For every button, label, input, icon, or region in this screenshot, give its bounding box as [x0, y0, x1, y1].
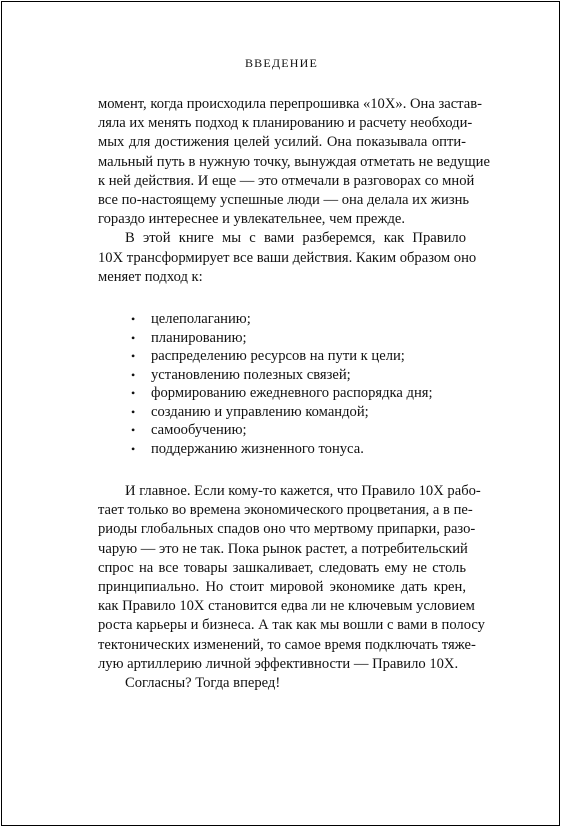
text-line: момент, когда происходила перепрошивка «10X». Она застав-	[98, 96, 482, 112]
text-line: все по-настоящему успешные люди — она делала их жизнь	[98, 192, 470, 209]
list-item-text: формированию ежедневного распорядка дня;	[151, 385, 433, 402]
bullet-list	[98, 310, 466, 458]
text-line: ляла их менять подход к планированию и расчету необходи-	[98, 115, 473, 132]
bullet-icon: •	[131, 423, 136, 438]
paragraph-4	[98, 674, 466, 693]
text-line: В этой книге мы с вами разберемся, как Правило	[125, 230, 466, 247]
page-body	[98, 95, 490, 693]
bullet-icon: •	[131, 312, 136, 327]
bullet-icon: •	[131, 330, 136, 345]
bullet-icon: •	[131, 404, 136, 419]
text-line: лую артиллерию личной эффективности — Правило 10X.	[98, 655, 459, 672]
list-item-text: установлению полезных связей;	[151, 366, 351, 383]
bullet-icon: •	[131, 386, 136, 401]
text-line: как Правило 10X становится едва ли не ключевым условием	[98, 598, 475, 615]
text-line: 10X трансформирует все ваши действия. Каким образом оно	[98, 249, 477, 266]
list-item	[98, 421, 466, 440]
list-item	[98, 440, 466, 459]
text-line: к ней действия. И еще — это отмечали в разговорах со мной	[98, 172, 475, 189]
text-line: Согласны? Тогда вперед!	[125, 675, 281, 692]
paragraph-3	[98, 482, 485, 674]
list-item-text: планированию;	[151, 329, 247, 346]
text-line: И главное. Если кому-то кажется, что Правило 10X рабо-	[125, 483, 481, 500]
list-item	[98, 366, 466, 385]
text-line: мых для достижения целей усилий. Она показывала опти-	[98, 134, 466, 151]
text-line: чарую — это не так. Пока рынок растет, а потребительский	[98, 540, 468, 557]
bullet-icon: •	[131, 349, 136, 364]
list-item	[98, 403, 466, 422]
list-item-text: целеполаганию;	[151, 311, 251, 328]
text-line: мальный путь в нужную точку, вынуждая отметать не ведущие	[98, 153, 490, 170]
list-item-text: поддержанию жизненного тонуса.	[151, 440, 364, 457]
text-line: гораздо интереснее и увлекательнее, чем прежде.	[98, 211, 406, 228]
text-line: роста карьеры и бизнеса. А так как мы вошли с вами в полосу	[98, 617, 485, 634]
text-line: меняет подход к:	[98, 268, 203, 285]
list-item-text: созданию и управлению командой;	[151, 403, 369, 420]
text-line: тает только во времена экономического процветания, а в пе-	[98, 502, 473, 519]
paragraph-1	[98, 95, 490, 229]
list-item-text: распределению ресурсов на пути к цели;	[151, 348, 405, 365]
list-item	[98, 347, 466, 366]
list-item	[98, 329, 466, 348]
list-item-text: самообучению;	[151, 422, 247, 439]
text-line: спрос на все товары зашкаливает, следовать ему не столь	[98, 559, 466, 576]
chapter-header: ВВЕДЕНИЕ	[244, 56, 319, 70]
list-item	[98, 384, 466, 403]
paragraph-2	[98, 229, 477, 287]
list-item	[98, 310, 466, 329]
bullet-icon: •	[131, 367, 136, 382]
text-line: тектонических изменений, то самое время подключать тяже-	[98, 636, 476, 653]
bullet-icon: •	[131, 441, 136, 456]
text-line: принципиально. Но стоит мировой экономике дать крен,	[98, 579, 466, 596]
text-line: риоды глобальных спадов оно что мертвому припарки, разо-	[98, 521, 476, 538]
